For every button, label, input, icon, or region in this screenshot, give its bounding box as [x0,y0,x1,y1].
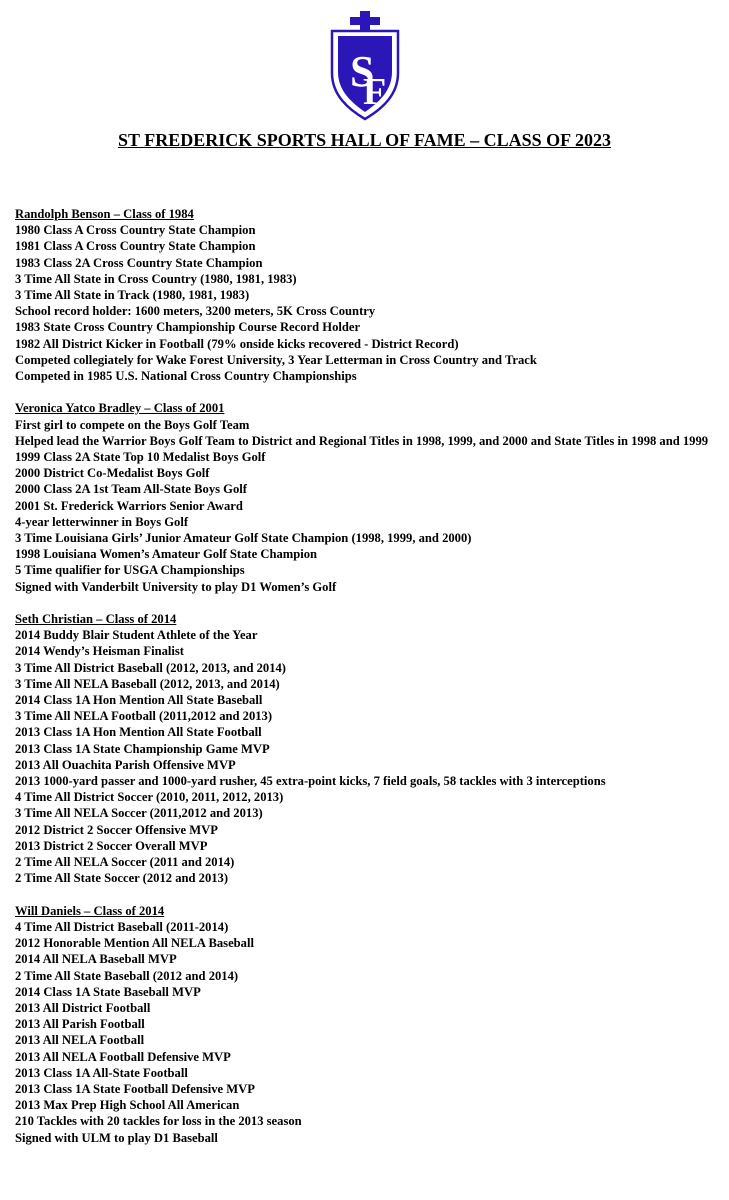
achievement-line: 2000 Class 2A 1st Team All-State Boys Golf [15,482,247,497]
achievement-line: 2012 District 2 Soccer Offensive MVP [15,822,218,837]
achievement-line: 1998 Louisiana Women’s Amateur Golf State Champion [15,547,318,562]
inductee-name: Randolph Benson – Class of 1984 [15,207,194,221]
inductee-section [15,206,721,384]
page-title: ST FREDERICK SPORTS HALL OF FAME – CLASS OF 2023 [118,130,611,150]
achievement-line: 1980 Class A Cross Country State Champion [15,223,256,238]
achievement-line: 2014 Class 1A Hon Mention All State Baseball [15,693,263,708]
achievement-line: 5 Time qualifier for USGA Championships [15,563,245,578]
achievement-line: 3 Time All State in Cross Country (1980, 1981, 1983) [15,271,297,286]
achievement-line: 2001 St. Frederick Warriors Senior Award [15,498,243,513]
achievement-line: 1983 Class 2A Cross Country State Champion [15,255,263,270]
achievement-line: 2013 Class 1A State Championship Game MVP [15,741,270,756]
achievement-line: 4-year letterwinner in Boys Golf [15,514,189,529]
achievement-line: 2013 Max Prep High School All American [15,1098,240,1113]
inductee-name: Seth Christian – Class of 2014 [15,612,177,627]
achievement-line: 2014 All NELA Baseball MVP [15,952,177,967]
achievement-line: Competed collegiately for Wake Forest University, 3 Year Letterman in Cross Country and Track [15,352,537,367]
achievement-line: Competed in 1985 U.S. National Cross Country Championships [15,369,357,384]
achievement-line: 1981 Class A Cross Country State Champion [15,239,256,254]
achievement-line: 2013 All NELA Football Defensive MVP [15,1049,231,1064]
achievement-line: 2 Time All State Soccer (2012 and 2013) [15,871,229,886]
achievement-line: 1982 All District Kicker in Football (79% onside kicks recovered - District Record) [15,336,459,351]
achievement-line: 1999 Class 2A State Top 10 Medalist Boys Golf [15,450,266,465]
achievement-line: 2013 All NELA Football [15,1033,145,1048]
achievement-line: 2 Time All State Baseball (2012 and 2014) [15,968,239,983]
achievement-line: 3 Time Louisiana Girls’ Junior Amateur Golf State Champion (1998, 1999, and 2000) [15,531,472,546]
achievement-line: 2014 Buddy Blair Student Athlete of the Year [15,628,258,643]
achievement-line: 2013 Class 1A Hon Mention All State Football [15,725,262,740]
achievement-line: 2013 All Ouachita Parish Offensive MVP [15,757,236,772]
achievement-line: 2 Time All NELA Soccer (2011 and 2014) [15,855,235,870]
achievement-line: 210 Tackles with 20 tackles for loss in the 2013 season [15,1114,302,1129]
inductee-name: Veronica Yatco Bradley – Class of 2001 [15,401,225,416]
achievement-line: 2013 Class 1A State Football Defensive MVP [15,1081,255,1096]
inductee-section [15,903,721,1146]
inductee-section [15,400,721,594]
achievement-line: 2013 All District Football [15,1000,151,1015]
achievement-line: 3 Time All District Baseball (2012, 2013, and 2014) [15,660,287,675]
achievement-line: Signed with ULM to play D1 Baseball [15,1130,218,1145]
achievement-line: 4 Time All District Soccer (2010, 2011, 2012, 2013) [15,790,284,805]
inductee-list [15,206,721,1162]
achievement-line: 2014 Class 1A State Baseball MVP [15,984,201,999]
achievement-line: 2013 Class 1A All-State Football [15,1065,188,1080]
achievement-line: 3 Time All NELA Baseball (2012, 2013, and 2014) [15,676,280,691]
achievement-line: 2013 All Parish Football [15,1017,145,1032]
inductee-section [15,611,721,886]
achievement-line: 2000 District Co-Medalist Boys Golf [15,466,210,481]
achievement-line: 3 Time All NELA Football (2011,2012 and 2013) [15,709,273,724]
achievement-line: 2014 Wendy’s Heisman Finalist [15,644,184,659]
school-logo [330,11,400,121]
achievement-line: 3 Time All NELA Soccer (2011,2012 and 2013) [15,806,263,821]
logo-letter-f: F [363,71,387,113]
inductee-name: Will Daniels – Class of 2014 [15,903,165,918]
achievement-line: Signed with Vanderbilt University to play D1 Women’s Golf [15,579,337,594]
achievement-line: First girl to compete on the Boys Golf Team [15,417,250,432]
logo-letter-s: S [350,47,375,96]
achievement-line: 2012 Honorable Mention All NELA Baseball [15,936,254,951]
achievement-line: 3 Time All State in Track (1980, 1981, 1983) [15,288,250,303]
achievement-line: Helped lead the Warrior Boys Golf Team to District and Regional Titles in 1998, 1999, and 2000 and State Titles in 1998 and 1999 [15,433,709,448]
achievement-line: 2013 1000-yard passer and 1000-yard rusher, 45 extra-point kicks, 7 field goals, 58 tackles with 3 interceptions [15,774,606,789]
achievement-line: 1983 State Cross Country Championship Course Record Holder [15,320,361,335]
achievement-line: School record holder: 1600 meters, 3200 meters, 5K Cross Country [15,304,376,319]
achievement-line: 2013 District 2 Soccer Overall MVP [15,838,208,853]
achievement-line: 4 Time All District Baseball (2011-2014) [15,919,229,934]
logo-cross-horizontal [350,17,380,25]
